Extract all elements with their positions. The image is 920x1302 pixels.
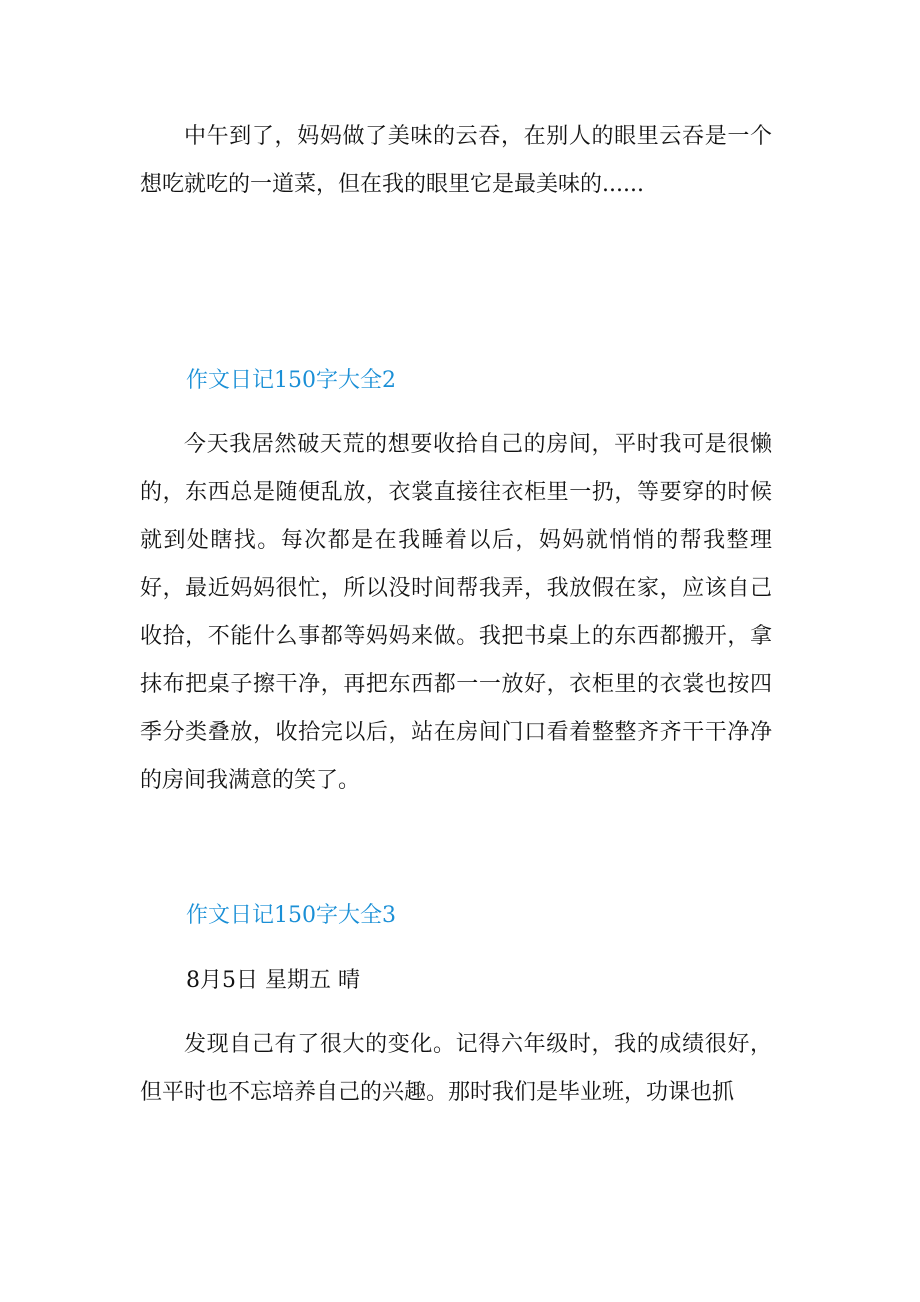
section-2-paragraph: 今天我居然破天荒的想要收拾自己的房间，平时我可是很懒的，东西总是随便乱放，衣裳直接往衣柜里一扔，等要穿的时候就到处瞎找。每次都是在我睡着以后，妈妈就悄悄的帮我整理好，最近妈妈很忙，所以没时间帮我弄，我放假在家，应该自己收拾，不能什么事都等妈妈来做。我把书桌上的东西都搬开，拿抹布把桌子擦干净，再把东西都一一放好，衣柜里的衣裳也按四季分类叠放，收拾完以后，站在房间门口看着整整齐齐干干净净的房间我满意的笑了。	[140, 432, 772, 793]
section-3-paragraph: 发现自己有了很大的变化。记得六年级时，我的成绩很好，但平时也不忘培养自己的兴趣。那时我们是毕业班，功课也抓	[140, 1032, 772, 1105]
section-3-heading: 作文日记150字大全3	[186, 903, 396, 928]
section-3-dateline: 8月5日 星期五 晴	[186, 968, 360, 993]
section-2-heading: 作文日记150字大全2	[186, 368, 396, 393]
section-1-paragraph: 中午到了，妈妈做了美味的云吞，在别人的眼里云吞是一个想吃就吃的一道菜，但在我的眼里它是最美味的......	[140, 124, 772, 197]
